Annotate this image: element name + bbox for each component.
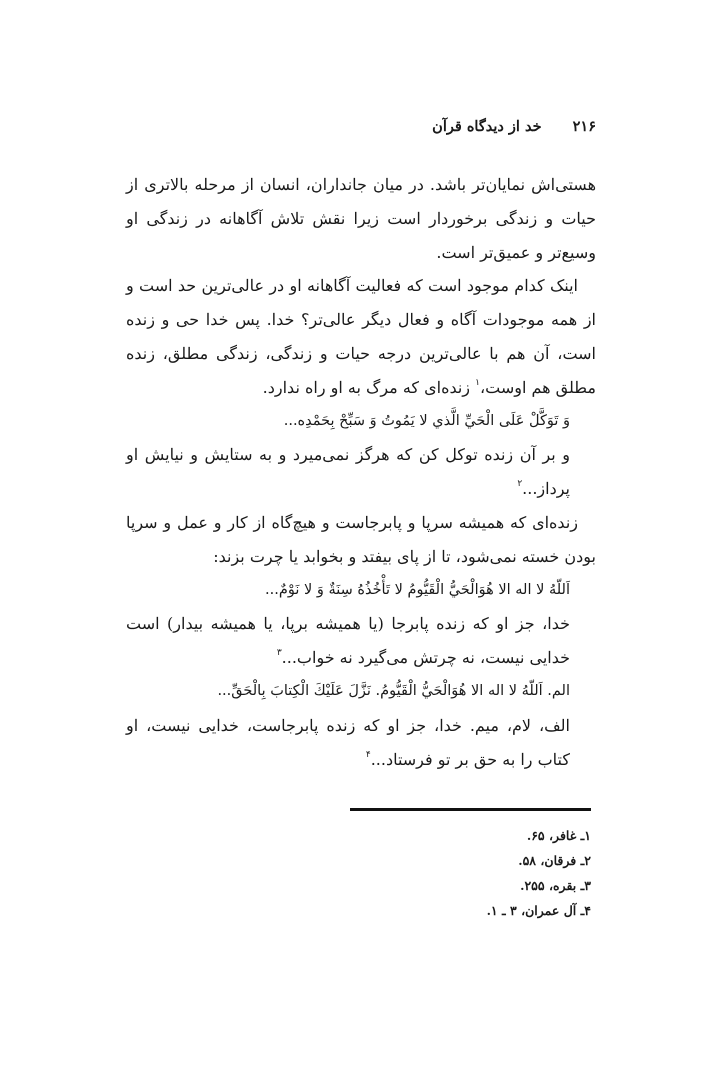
footnote-1: ۱ـ غافر، ۶۵. — [526, 828, 591, 843]
footnote-4: ۴ـ آل عمران، ۳ ـ ۱. — [486, 903, 591, 918]
paragraph-2 — [126, 269, 596, 404]
footnote-ref-2: ۲ — [517, 479, 523, 490]
translation-3 — [126, 709, 596, 777]
quran-verse-2: اَللّهُ لا اله الا هُوَالْحَيُّ الْقَيُّومُ لا تَأْخُذُهُ سِنَةٌ وَ لا نَوْمٌ... — [265, 581, 570, 598]
header-title: خد از دیدگاه قرآن — [432, 118, 542, 135]
quran-verse-1: وَ تَوَكَّلْ عَلَى الْحَيِّ الَّذي لا يَمُوتُ وَ سَبِّحْ بِحَمْدِه... — [283, 412, 570, 429]
paragraph-1: هستی‌اش نمایان‌تر باشد. در میان جانداران، انسان از مرحله بالاتری از حیات و زندگی برخوردار است زیرا نقش تلاش آگاهانه در زندگی او وسیع‌تر و عمیق‌تر است. — [126, 175, 596, 262]
footnote-ref-1: ۱ — [475, 377, 480, 388]
paragraph-2-end: زنده‌ای که مرگ به او راه ندارد. — [262, 377, 476, 397]
quran-verse-3: الم. اَللّهُ لا اله الا هُوَالْحَيُّ الْقَيُّومُ. نَزَّلَ عَلَيْكَ الْكِتابَ بِالْحَقِّ... — [217, 682, 570, 699]
paragraph-2-text: اینک کدام موجود است که فعالیت آگاهانه او در عالی‌ترین حد است و از همه موجودات آگاه و فعال دیگر عالی‌تر؟ خدا. پس خدا حی و زنده است، آن هم با عالی‌ترین درجه حیات و زندگی، زندگی مطلق، زنده مطلق هم اوست، — [126, 276, 597, 397]
translation-2-text: خدا، جز او که زنده پابرجا (یا همیشه برپا، یا همیشه بیدار) است خدایی نیست، نه چرتش می‌گیرد نه خواب... — [126, 614, 570, 668]
footnote-divider — [350, 808, 591, 811]
translation-1 — [126, 438, 596, 506]
footnote-3: ۳ـ بقره، ۲۵۵. — [520, 878, 591, 893]
footnote-ref-4: ۴ — [365, 749, 371, 760]
footnote-ref-3: ۳ — [276, 648, 282, 659]
translation-2 — [126, 607, 596, 675]
main-text — [126, 168, 596, 776]
paragraph-3: زنده‌ای که همیشه سرپا و پابرجاست و هیچ‌گاه از کار و عمل و سرپا بودن خسته نمی‌شود، تا از پای بیفتد و بخوابد یا چرت بزند: — [126, 512, 596, 566]
translation-3-text: الف، لام، میم. خدا، جز او که زنده پابرجاست، خدایی نیست، او کتاب را به حق بر تو فرستاد... — [126, 715, 570, 769]
footnote-2: ۲ـ فرقان، ۵۸. — [518, 853, 591, 868]
translation-1-text: و بر آن زنده توکل کن که هرگز نمی‌میرد و به ستایش و نیایش او پرداز... — [126, 445, 570, 499]
page-number: ۲۱۶ — [572, 118, 596, 135]
footnotes — [487, 823, 591, 923]
running-header — [432, 118, 596, 135]
